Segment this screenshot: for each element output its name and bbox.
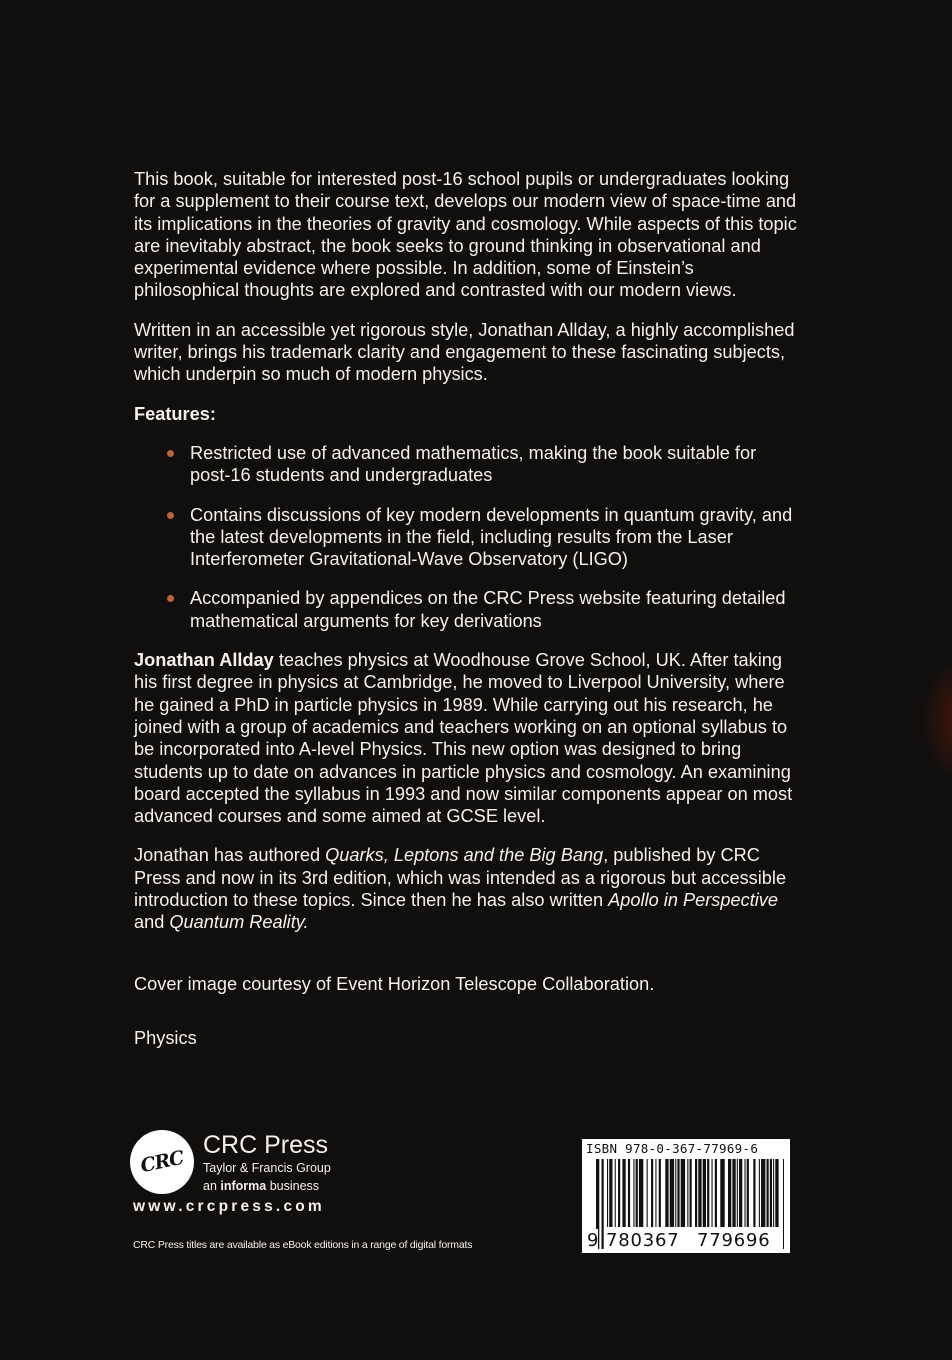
feature-item-text: Contains discussions of key modern developments in quantum gravity, and the latest developments in the field, including results from the Laser Interferometer Gravitational-Wave Observatory (LIGO) xyxy=(190,504,793,570)
book-title: Quarks, Leptons and the Big Bang xyxy=(325,845,604,866)
barcode-bar xyxy=(715,1159,717,1227)
barcode-bar xyxy=(655,1159,656,1227)
barcode-bar xyxy=(615,1159,616,1227)
features-heading: Features: xyxy=(134,403,216,424)
tagline-suffix: business xyxy=(266,1179,320,1193)
barcode-bar xyxy=(675,1159,676,1227)
barcode-bar xyxy=(739,1159,742,1227)
bullet-dot-icon xyxy=(167,512,174,519)
barcode-bar xyxy=(775,1159,778,1227)
barcode-bar xyxy=(651,1159,653,1227)
author-bio-paragraph xyxy=(134,649,798,827)
publisher-name: CRC Press xyxy=(203,1131,329,1159)
barcode-bar xyxy=(609,1159,612,1227)
barcode-bar xyxy=(728,1159,731,1227)
barcode-bar xyxy=(761,1159,765,1227)
barcode-bar xyxy=(759,1159,760,1227)
barcode-bar xyxy=(670,1159,674,1227)
barcode-bar xyxy=(690,1159,692,1227)
book-title: Quantum Reality. xyxy=(169,912,309,933)
barcode-bar xyxy=(622,1159,625,1227)
barcode-bar xyxy=(677,1159,679,1227)
feature-item xyxy=(190,587,798,632)
publisher-tagline xyxy=(203,1178,319,1194)
barcode-bar xyxy=(707,1159,709,1227)
crc-logo-icon xyxy=(130,1130,194,1194)
author-bio-text: teaches physics at Woodhouse Grove School, UK. After taking his first degree in physics at Cambridge, he moved to Liverpool University, where he gained a PhD in particle physics in 1989. While carrying out his research, he joined with a group of academics and teachers working on an optional syllabus to be incorporated into A-level Physics. This new option was designed to bring students up to date on advances in particle physics and cosmology. An examining board accepted the syllabus in 1993 and now similar components appear on most advanced courses and some aimed at GCSE level. xyxy=(134,650,793,827)
features-list xyxy=(134,442,798,632)
cover-credit: Cover image courtesy of Event Horizon Telescope Collaboration. xyxy=(134,973,655,994)
ean-lead-digit: 9 xyxy=(587,1230,599,1251)
barcode-bar xyxy=(639,1159,643,1227)
barcode-bar xyxy=(687,1159,688,1227)
bullet-dot-icon xyxy=(167,595,174,602)
barcode-bar xyxy=(698,1159,701,1227)
barcode-bar xyxy=(747,1159,749,1227)
barcode-bar xyxy=(681,1159,685,1227)
barcode-bar xyxy=(607,1159,608,1227)
book-title: Apollo in Perspective xyxy=(608,890,779,911)
tagline-prefix: an xyxy=(203,1179,221,1193)
author-works-paragraph xyxy=(134,844,798,933)
barcode-bar xyxy=(712,1159,713,1227)
description-paragraph-1: This book, suitable for interested post-16 school pupils or undergraduates looking for a supplement to their course text, develops our modern view of space-time and its implications in the theories of gravity and cosmology. While aspects of this topic are inevitably abstract, the book seeks to ground thinking in observational and experimental evidence where possible. In addition, some of Einstein’s philosophical thoughts are explored and contrasted with our modern views. xyxy=(134,169,797,301)
works-text: Jonathan has authored xyxy=(134,845,326,866)
cover-image-edge-glow xyxy=(922,660,952,780)
barcode-bar xyxy=(628,1159,630,1227)
barcode-bar xyxy=(633,1159,634,1227)
ebook-note: CRC Press titles are available as eBook editions in a range of digital formats xyxy=(133,1239,473,1251)
works-text: , published by CRC Press and now in its 3rd edition, which was intended as a rigorous but accessible introduction to these topics. Since then he has also written xyxy=(134,845,787,911)
works-text: and xyxy=(134,912,170,933)
barcode-bar xyxy=(703,1159,706,1227)
tagline-bold: informa xyxy=(220,1179,267,1193)
blurb-text-block xyxy=(134,168,798,1049)
barcode-bar xyxy=(737,1159,738,1227)
barcode-bar xyxy=(659,1159,661,1227)
publisher-url[interactable]: www.crcpress.com xyxy=(133,1198,325,1215)
ean-left-digits: 780367 xyxy=(606,1230,680,1251)
ean-digits xyxy=(582,1229,790,1253)
feature-item-text: Restricted use of advanced mathematics, making the book suitable for post-16 students and undergraduates xyxy=(190,442,757,486)
description-paragraph-2: Written in an accessible yet rigorous style, Jonathan Allday, a highly accomplished writer, brings his trademark clarity and engagement to these fascinating subjects, which underpin so much of modern physics. xyxy=(134,319,795,385)
barcode-bar xyxy=(636,1159,638,1227)
ean-right-digits: 779696 xyxy=(697,1230,771,1251)
barcode-bar xyxy=(767,1159,769,1227)
barcode-bar xyxy=(665,1159,668,1227)
barcode-bar xyxy=(618,1159,620,1227)
barcode-bar xyxy=(647,1159,648,1227)
author-name: Jonathan Allday xyxy=(134,650,274,671)
subject-category: Physics xyxy=(134,1027,197,1048)
isbn-label: ISBN 978-0-367-77969-6 xyxy=(586,1141,759,1156)
barcode-bar xyxy=(695,1159,697,1227)
feature-item-text: Accompanied by appendices on the CRC Press website featuring detailed mathematical arguments for key derivations xyxy=(190,588,786,631)
barcode-bar xyxy=(720,1159,724,1227)
barcode-bar xyxy=(745,1159,746,1227)
barcode-bar xyxy=(753,1159,755,1227)
isbn-barcode xyxy=(582,1139,790,1253)
crc-logo-text: CRC xyxy=(138,1146,186,1178)
barcode-bar xyxy=(732,1159,735,1227)
feature-item xyxy=(190,442,798,487)
feature-item xyxy=(190,504,798,571)
barcode-bar xyxy=(770,1159,772,1227)
bullet-dot-icon xyxy=(167,450,174,457)
publisher-group: Taylor & Francis Group xyxy=(203,1161,331,1175)
barcode-bar xyxy=(773,1159,774,1227)
